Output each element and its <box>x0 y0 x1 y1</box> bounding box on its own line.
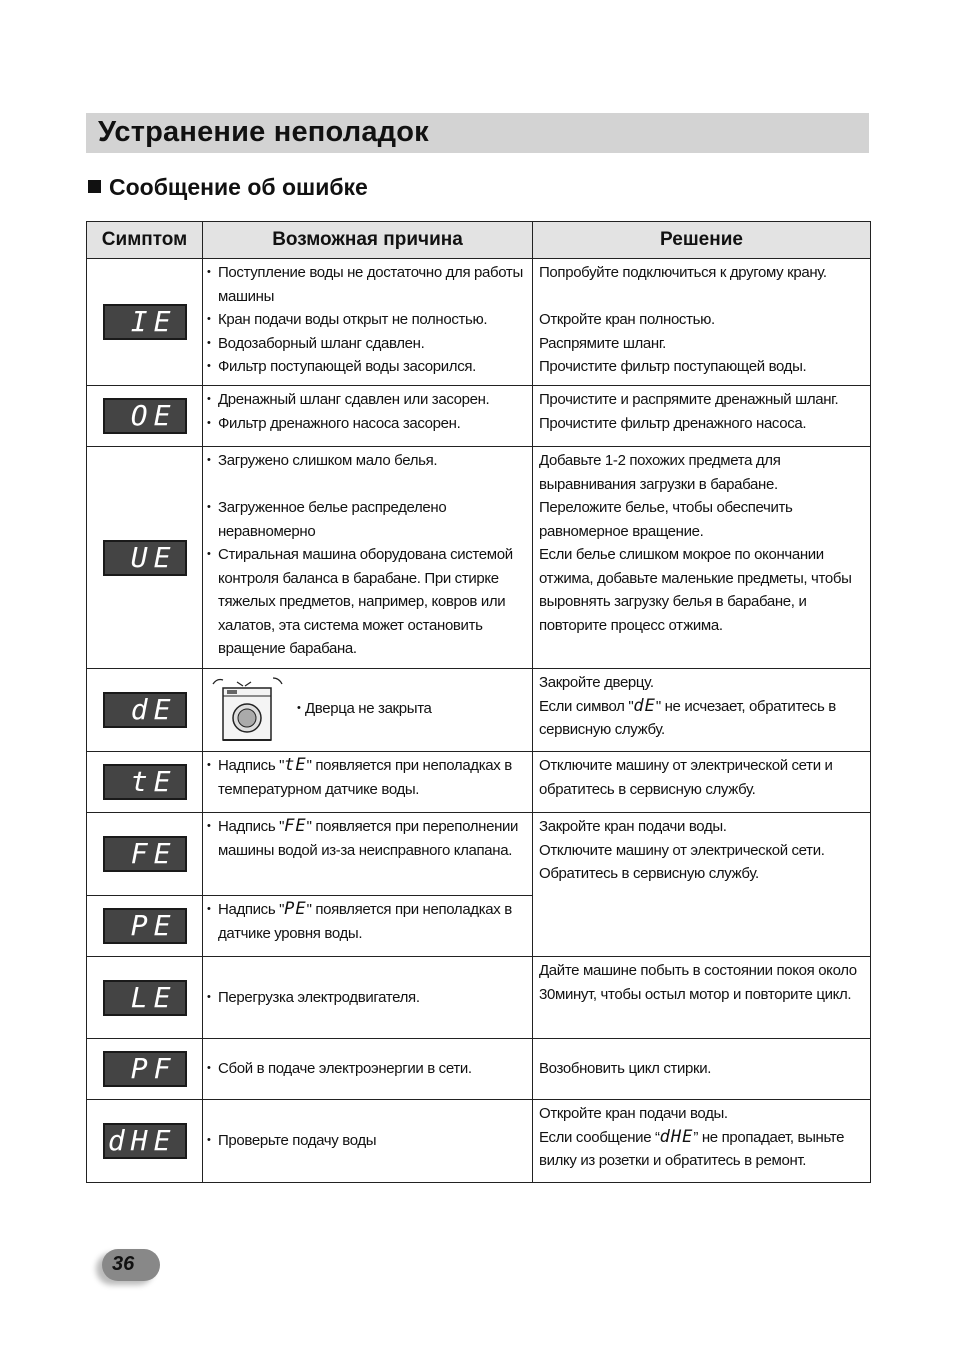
error-table <box>86 221 871 1183</box>
table-row <box>87 813 871 896</box>
solution-item: Прочистите и распрямите дренажный шланг. <box>539 391 839 408</box>
solution-item: Закройте дверцу. <box>539 674 654 691</box>
solution-item: Отключите машину от электрической сети. <box>539 841 825 859</box>
display-code: LE <box>103 980 187 1016</box>
solution-item: Переложите белье, чтобы обеспечить равномерное вращение. <box>539 499 793 540</box>
cause-item: • Дверца не закрыта <box>297 697 432 721</box>
solution-item: Прочистите фильтр дренажного насоса. <box>539 414 807 432</box>
solution-item: Возобновить цикл стирки. <box>539 1060 712 1078</box>
cause-item: • Загруженное белье распределено неравномерно <box>207 496 528 543</box>
cause-item: • Фильтр дренажного насоса засорен. <box>207 412 528 436</box>
cause-item: • Проверьте подачу воды <box>207 1129 528 1153</box>
header-cause: Возможная причина <box>203 222 533 259</box>
table-row <box>87 259 871 386</box>
code-symbol: dHE <box>659 1126 694 1147</box>
table-row <box>87 1100 871 1183</box>
solution-item: Добавьте 1-2 похожих предмета для выравнивания загрузки в барабане. <box>539 452 781 493</box>
solution-item: Распрямите шланг. <box>539 334 666 352</box>
cause-item: • Поступление воды не достаточно для работы машины <box>207 261 528 308</box>
table-row <box>87 386 871 447</box>
section-title: Сообщение об ошибке <box>109 174 368 200</box>
solution-item: Если белье слишком мокрое по окончании отжима, добавьте маленькие предметы, чтобы выровнять загрузку белья в барабане, и повторите процесс отжима. <box>539 546 852 634</box>
solution-item: Отключите машину от электрической сети и обратитесь в сервисную службу. <box>539 757 833 798</box>
page-title-bar <box>86 113 869 153</box>
display-code: UE <box>103 540 187 576</box>
cause-item: • Загружено слишком мало белья. <box>207 449 528 473</box>
code-symbol: FE <box>284 816 307 836</box>
display-code: tE <box>103 764 187 800</box>
solution-item: Если сообщение “dHE” не пропадает, выньте вилку из розетки и обратитесь в ремонт. <box>539 1126 845 1169</box>
cause-item: • Перегрузка электродвигателя. <box>207 986 528 1010</box>
solution-item: Обратитесь в сервисную службу. <box>539 865 759 882</box>
display-code: dHE <box>103 1123 187 1159</box>
solution-item: Дайте машине побыть в состоянии покоя около 30минут, чтобы остыл мотор и повторите цикл. <box>539 962 857 1003</box>
display-code: PE <box>103 908 187 944</box>
solution-item: Прочистите фильтр поступающей воды. <box>539 358 807 375</box>
cause-item: • Дренажный шланг сдавлен или засорен. <box>207 388 528 412</box>
square-bullet-icon <box>88 180 101 193</box>
section-heading <box>88 174 368 201</box>
solution-item: Откройте кран полностью. <box>539 311 715 328</box>
cause-item: • Надпись "FE" появляется при переполнении машины водой из-за неисправного клапана. <box>207 815 528 862</box>
washing-machine-door-icon <box>207 674 287 744</box>
page-number-badge <box>94 1245 164 1285</box>
table-row <box>87 1039 871 1100</box>
display-code: OE <box>103 398 187 434</box>
table-row <box>87 669 871 752</box>
table-row <box>87 957 871 1039</box>
solution-item: Закройте кран подачи воды. <box>539 818 727 835</box>
display-code: FE <box>103 836 187 872</box>
table-row <box>87 752 871 813</box>
cause-item: • Надпись "tE" появляется при неполадках в температурном датчике воды. <box>207 754 528 801</box>
cause-item: • Кран подачи воды открыт не полностью. <box>207 308 528 332</box>
cause-item: • Надпись "PE" появляется при неполадках в датчике уровня воды. <box>207 898 528 945</box>
cause-item: • Водозаборный шланг сдавлен. <box>207 332 528 356</box>
cause-item: • Фильтр поступающей воды засорился. <box>207 355 528 379</box>
display-code: IE <box>103 304 187 340</box>
table-header-row <box>87 222 871 259</box>
solution-item: Откройте кран подачи воды. <box>539 1105 728 1122</box>
header-solution: Решение <box>533 222 871 259</box>
solution-item: Попробуйте подключиться к другому крану. <box>539 264 827 281</box>
cause-item: • Сбой в подаче электроэнергии в сети. <box>207 1057 528 1081</box>
code-symbol: dE <box>633 695 656 716</box>
cause-item: • Стиральная машина оборудована системой контроля баланса в барабане. При стирке тяжелых предметов, например, ковров или халатов, эта система может остановить вращение барабана. <box>207 543 528 661</box>
display-code: PF <box>103 1051 187 1087</box>
page-title: Устранение неполадок <box>98 116 429 148</box>
code-symbol: PE <box>284 899 307 919</box>
code-symbol: tE <box>284 755 307 775</box>
solution-item: Если символ "dE" не исчезает, обратитесь в сервисную службу. <box>539 695 836 738</box>
page-number: 36 <box>112 1253 135 1275</box>
header-symptom: Симптом <box>87 222 203 259</box>
display-code: dE <box>103 692 187 728</box>
table-row <box>87 447 871 669</box>
